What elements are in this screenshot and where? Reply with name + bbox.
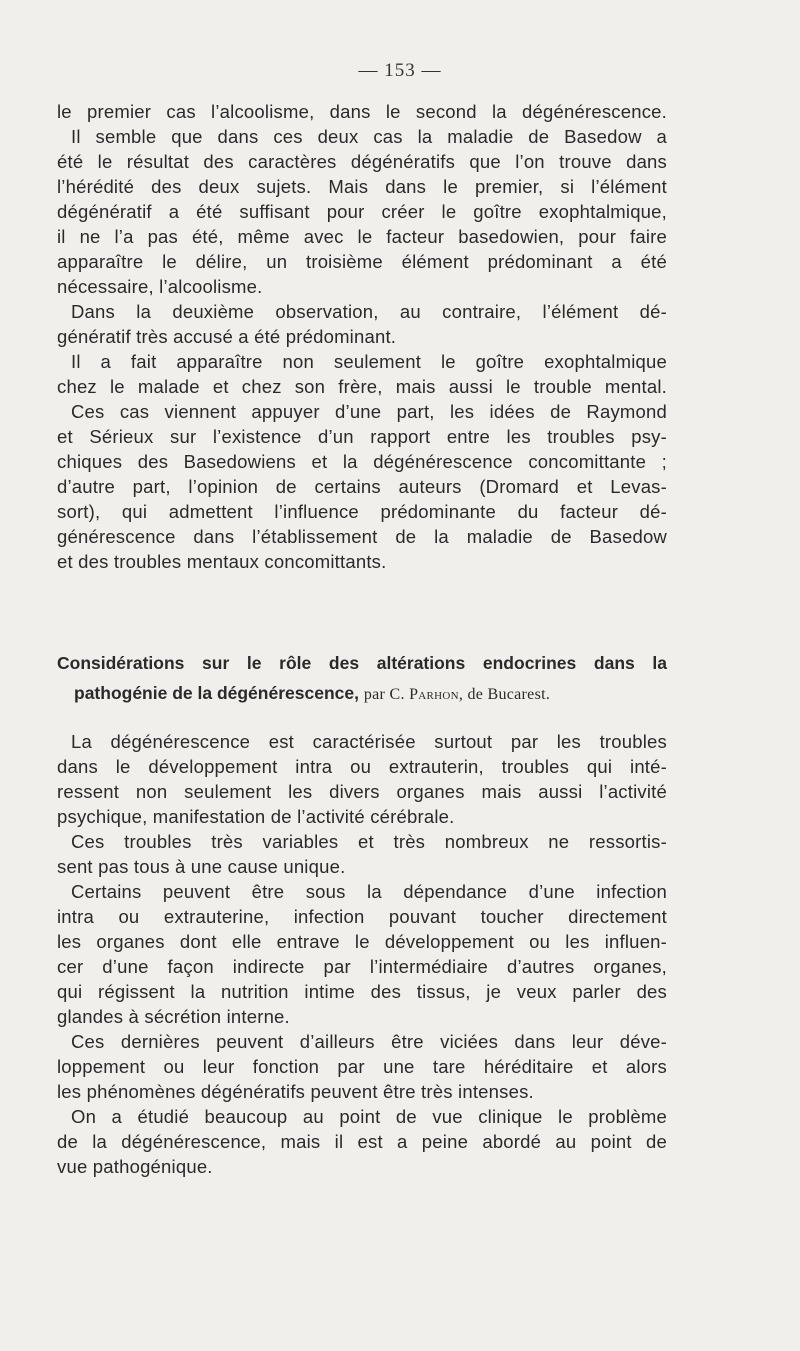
text-line: et Sérieux sur l’existence d’un rapport entre les troubles psy- <box>57 426 667 447</box>
text-line: nécessaire, l’alcoolisme. <box>57 276 263 297</box>
text-line: génératif très accusé a été prédominant. <box>57 326 397 347</box>
text-line: chez le malade et chez son frère, mais aussi le trouble mental. <box>57 376 667 397</box>
text-line: dégénératif a été suffisant pour créer le goître exophtalmique, <box>57 201 667 222</box>
text-line: On a étudié beaucoup au point de vue clinique le problème <box>71 1106 667 1127</box>
text-line: glandes à sécrétion interne. <box>57 1006 290 1027</box>
text-line: chiques des Basedowiens et la dégénérescence concomittante ; <box>57 451 667 472</box>
text-line: Ces dernières peuvent d’ailleurs être viciées dans leur déve- <box>71 1031 667 1052</box>
text-line: et des troubles mentaux concomittants. <box>57 551 387 572</box>
text-line: vue pathogénique. <box>57 1156 213 1177</box>
text-line: le premier cas l’alcoolisme, dans le second la dégénérescence. <box>57 101 667 122</box>
author-name: Parhon <box>409 686 459 703</box>
heading-line: Considérations sur le rôle des altérations endocrines dans la <box>57 653 667 673</box>
text-line: d’autre part, l’opinion de certains auteurs (Dromard et Levas- <box>57 476 667 497</box>
text-line: Dans la deuxième observation, au contraire, l’élément dé- <box>71 301 667 322</box>
text-line: sort), qui admettent l’influence prédominante du facteur dé- <box>57 501 667 522</box>
text-line: loppement ou leur fonction par une tare héréditaire et alors <box>57 1056 667 1077</box>
byline-suffix: , de Bucarest. <box>458 686 551 703</box>
section-2-text <box>57 729 667 1179</box>
text-line: les organes dont elle entrave le développement ou les influen- <box>57 931 667 952</box>
text-line: psychique, manifestation de l’activité cérébrale. <box>57 806 455 827</box>
text-line: qui régissent la nutrition intime des tissus, je veux parler des <box>57 981 667 1002</box>
text-line: ressent non seulement les divers organes mais aussi l’activité <box>57 781 667 802</box>
text-line: dans le développement intra ou extrauterin, troubles qui inté- <box>57 756 667 777</box>
byline-prefix: par C. <box>363 686 405 703</box>
text-line: Il semble que dans ces deux cas la maladie de Basedow a <box>71 126 667 147</box>
text-line: l’hérédité des deux sujets. Mais dans le premier, si l’élément <box>57 176 667 197</box>
text-line: été le résultat des caractères dégénératifs que l’on trouve dans <box>57 151 667 172</box>
text-line: générescence dans l’établissement de la maladie de Basedow <box>57 526 667 547</box>
text-line: apparaître le délire, un troisième élément prédominant a été <box>57 251 667 272</box>
section-1-text <box>57 99 667 574</box>
text-line: La dégénérescence est caractérisée surtout par les troubles <box>71 731 667 752</box>
text-line: Certains peuvent être sous la dépendance d’une infection <box>71 881 667 902</box>
heading-line <box>57 678 667 708</box>
text-line: Il a fait apparaître non seulement le goître exophtalmique <box>71 351 667 372</box>
section-heading <box>57 648 667 708</box>
text-line: Ces troubles très variables et très nombreux ne ressortis- <box>71 831 667 852</box>
text-line: intra ou extrauterine, infection pouvant toucher directement <box>57 906 667 927</box>
text-line: de la dégénérescence, mais il est a peine abordé au point de <box>57 1131 667 1152</box>
text-line: cer d’une façon indirecte par l’intermédiaire d’autres organes, <box>57 956 667 977</box>
text-line: les phénomènes dégénératifs peuvent être très intenses. <box>57 1081 534 1102</box>
heading-title-end: pathogénie de la dégénérescence, <box>74 683 359 703</box>
text-line: Ces cas viennent appuyer d’une part, les idées de Raymond <box>71 401 667 422</box>
author-byline <box>364 686 550 703</box>
text-line: il ne l’a pas été, même avec le facteur basedowien, pour faire <box>57 226 667 247</box>
text-line: sent pas tous à une cause unique. <box>57 856 346 877</box>
page-number: — 153 — <box>358 60 442 81</box>
